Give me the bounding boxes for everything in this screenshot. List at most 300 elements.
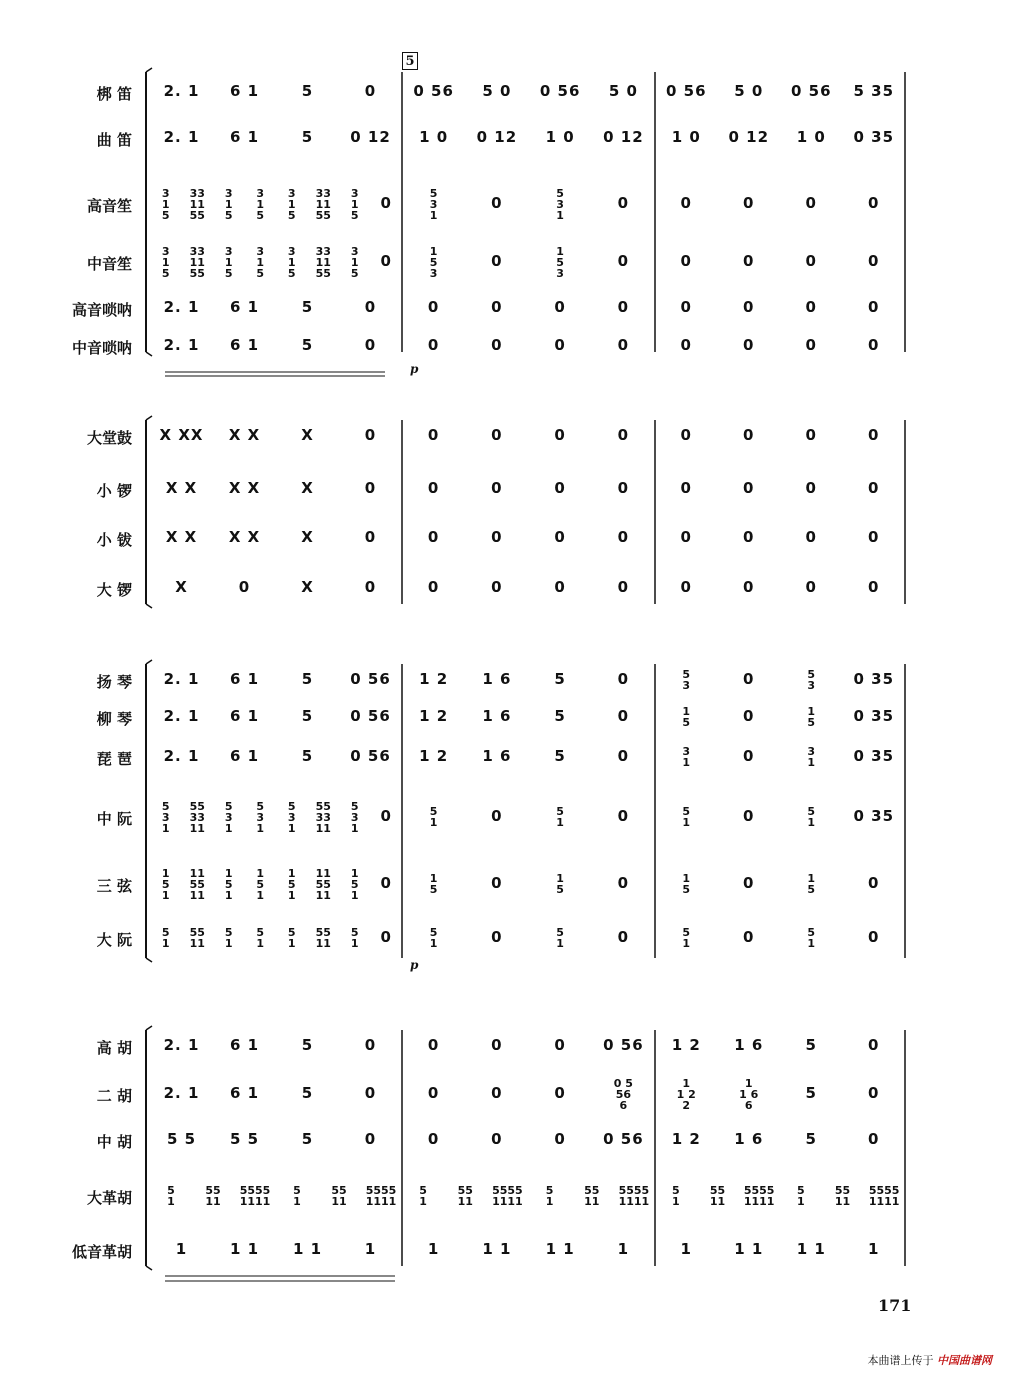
chord-cell: 3 1 5	[224, 244, 233, 280]
group-bracket-bottom	[146, 958, 152, 962]
group-bracket-top	[146, 416, 152, 420]
instrument-label: 大堂鼓	[86, 429, 132, 447]
note-cell: 0	[805, 336, 817, 354]
note-cell: 5 0	[734, 82, 764, 100]
note-cell: 0	[491, 1084, 503, 1102]
chord-cell: 5 3 1	[256, 799, 265, 835]
chord-cell: 55 11	[709, 1184, 726, 1208]
note-cell: 0	[743, 426, 755, 444]
note-cell: 1 1	[482, 1240, 512, 1258]
note-cell: 0 56	[790, 82, 832, 100]
note-cell: 0 56	[603, 1036, 644, 1054]
note-cell: 6 1	[229, 1084, 260, 1102]
note-cell: 0	[364, 1084, 377, 1102]
note-cell: 0	[364, 336, 377, 354]
note-cell: 0 35	[853, 670, 895, 688]
chord-cell: 1 1 2 2	[676, 1076, 696, 1112]
note-cell: 1 6	[482, 707, 512, 725]
chord-cell: 55 11	[189, 926, 205, 950]
note-cell: 0	[554, 426, 566, 444]
note-cell: 0	[805, 194, 817, 212]
note-cell: 0	[680, 252, 692, 270]
note-cell: 0 12	[476, 128, 518, 146]
chord-cell: 33 11 55	[315, 244, 331, 280]
chord-cell: 55 11	[584, 1184, 600, 1208]
note-cell: 0	[805, 298, 817, 316]
note-cell: 2. 1	[163, 670, 200, 688]
note-cell: 5	[301, 336, 314, 354]
chord-cell: 3 1 5	[224, 186, 233, 222]
note-cell: 0	[427, 1036, 440, 1054]
note-cell: 0	[743, 252, 755, 270]
group-bracket-bottom	[146, 604, 152, 608]
chord-cell: 5 3 1	[287, 799, 296, 835]
note-cell: 0	[743, 874, 755, 892]
note-cell: 0	[868, 928, 880, 946]
note-cell: 0	[554, 298, 566, 316]
note-cell: 1 6	[482, 670, 512, 688]
group-bracket-top	[146, 1026, 152, 1030]
chord-cell: 5 1	[167, 1184, 175, 1208]
note-cell: 0	[868, 252, 880, 270]
note-cell: 1 2	[671, 1130, 701, 1148]
chord-cell: 55 33 11	[315, 799, 331, 835]
chord-cell: 55 11	[331, 1184, 347, 1208]
note-cell: 0	[743, 670, 755, 688]
chord-cell: 3 1 5	[287, 244, 296, 280]
note-cell: 0 56	[603, 1130, 644, 1148]
note-cell: 5	[301, 670, 314, 688]
chord-cell: 5 1	[797, 1184, 805, 1208]
note-cell: 5	[301, 1036, 314, 1054]
instrument-label: 高 胡	[96, 1039, 132, 1057]
instrument-label: 高音唢呐	[71, 301, 132, 319]
note-cell: 0	[491, 928, 503, 946]
note-cell: 2. 1	[163, 747, 200, 765]
note-cell: 0	[805, 252, 817, 270]
note-cell: 0	[554, 1130, 566, 1148]
chord-cell: 3 1 5	[161, 244, 170, 280]
instrument-label: 柳 琴	[96, 710, 132, 728]
note-cell: 1	[175, 1240, 188, 1258]
note-cell: 0	[491, 298, 503, 316]
note-cell: 2. 1	[163, 82, 200, 100]
note-cell: 0	[805, 426, 817, 444]
note-cell: 0	[364, 528, 377, 546]
page-number: 171	[878, 1296, 912, 1315]
note-cell: 1	[364, 1240, 377, 1258]
note-cell: 0 12	[728, 128, 770, 146]
group-bracket-top	[146, 68, 152, 72]
note-cell: 5	[805, 1036, 817, 1054]
note-cell: 0	[554, 1036, 566, 1054]
note-cell: 5 35	[853, 82, 895, 100]
note-cell: 0	[680, 528, 692, 546]
chord-cell: 1 5 3	[429, 244, 438, 280]
note-cell: 1 1	[796, 1240, 826, 1258]
chord-cell: 5555 1111	[239, 1184, 271, 1208]
chord-cell: 5 3 1	[556, 186, 564, 222]
chord-cell: 5 3	[807, 668, 816, 692]
note-cell: 1 2	[419, 707, 449, 725]
note-cell: 1 0	[545, 128, 575, 146]
note-cell: 0	[743, 578, 755, 596]
note-cell: 0 56	[539, 82, 581, 100]
instrument-label: 小 钹	[96, 531, 132, 549]
note-cell: 0	[380, 874, 392, 892]
instrument-label: 梆 笛	[96, 85, 132, 103]
note-cell: X	[175, 578, 188, 596]
note-cell: 0	[554, 479, 566, 497]
note-cell: 5	[301, 1084, 314, 1102]
note-cell: 1 2	[671, 1036, 701, 1054]
note-cell: 0 35	[853, 707, 895, 725]
note-cell: 0	[364, 426, 377, 444]
note-cell: 0	[680, 298, 692, 316]
note-cell: 0	[380, 252, 392, 270]
note-cell: 0	[680, 479, 692, 497]
note-cell: 0 56	[413, 82, 454, 100]
chord-cell: 11 55 11	[315, 866, 331, 902]
note-cell: 6 1	[229, 82, 260, 100]
note-cell: 5	[301, 128, 314, 146]
note-cell: 6 1	[229, 336, 260, 354]
note-cell: 0	[805, 578, 817, 596]
note-cell: 0 56	[350, 670, 391, 688]
note-cell: 1 2	[419, 747, 449, 765]
chord-cell: 5 1	[682, 805, 691, 829]
note-cell: 0	[491, 1130, 503, 1148]
note-cell: 0	[617, 807, 630, 825]
note-cell: 2. 1	[163, 707, 200, 725]
chord-cell: 3 1 5	[256, 244, 265, 280]
note-cell: 0	[617, 747, 630, 765]
note-cell: 0	[743, 479, 755, 497]
note-cell: 0	[554, 1084, 566, 1102]
note-cell: 5 0	[608, 82, 638, 100]
note-cell: 1 6	[482, 747, 512, 765]
chord-cell: 5 1	[556, 926, 564, 950]
note-cell: 0	[364, 1130, 377, 1148]
note-cell: 6 1	[229, 1036, 260, 1054]
note-cell: 0	[868, 479, 880, 497]
note-cell: 0	[491, 874, 503, 892]
note-cell: 0	[805, 479, 817, 497]
note-cell: 0 12	[603, 128, 644, 146]
note-cell: 5 5	[166, 1130, 197, 1148]
instrument-label: 扬 琴	[96, 673, 132, 691]
note-cell: 5	[301, 747, 314, 765]
note-cell: 0	[868, 1130, 880, 1148]
note-cell: 0	[364, 1036, 377, 1054]
chord-cell: 5 1	[682, 926, 691, 950]
note-cell: 0	[617, 578, 630, 596]
note-cell: 1 0	[671, 128, 701, 146]
note-cell: 0	[743, 336, 755, 354]
chord-cell: 11 55 11	[189, 866, 205, 902]
chord-cell: 5 1	[807, 805, 816, 829]
chord-cell: 1 5 1	[350, 866, 359, 902]
chord-cell: 5 1	[429, 926, 438, 950]
chord-cell: 5555 1111	[743, 1184, 775, 1208]
note-cell: X XX	[159, 426, 204, 444]
chord-cell: 5 1	[293, 1184, 301, 1208]
note-cell: 0	[868, 578, 880, 596]
note-cell: X	[301, 479, 314, 497]
chord-cell: 1 5 1	[161, 866, 170, 902]
instrument-label: 三 弦	[96, 877, 132, 895]
note-cell: X	[301, 426, 314, 444]
note-cell: 5	[805, 1130, 817, 1148]
instrument-label: 二 胡	[96, 1087, 132, 1105]
chord-cell: 5 1	[350, 926, 359, 950]
note-cell: 6 1	[229, 298, 260, 316]
note-cell: 0	[868, 298, 880, 316]
note-cell: 0	[380, 807, 392, 825]
chord-cell: 5 3	[682, 668, 691, 692]
chord-cell: 5555 1111	[365, 1184, 397, 1208]
chord-cell: 5 3 1	[161, 799, 170, 835]
note-cell: 0	[617, 194, 630, 212]
instrument-label: 大 阮	[96, 931, 132, 949]
chord-cell: 3 1	[807, 745, 816, 769]
instrument-label: 低音革胡	[71, 1243, 132, 1261]
note-cell: 0	[743, 194, 755, 212]
note-cell: 0	[680, 194, 692, 212]
note-cell: 0	[617, 426, 630, 444]
instrument-label: 中音笙	[86, 255, 132, 273]
note-cell: 0	[617, 707, 630, 725]
note-cell: 2. 1	[163, 336, 200, 354]
note-cell: 0	[364, 578, 377, 596]
chord-cell: 3 1 5	[256, 186, 265, 222]
note-cell: 0	[868, 426, 880, 444]
note-cell: 1 1	[229, 1240, 260, 1258]
note-cell: 5	[301, 1130, 314, 1148]
note-cell: 0	[491, 528, 503, 546]
note-cell: X X	[165, 528, 198, 546]
note-cell: 0	[617, 874, 630, 892]
chord-cell: 0 5 56 6	[613, 1076, 633, 1112]
chord-cell: 1 5	[807, 705, 816, 729]
note-cell: 0	[491, 426, 503, 444]
note-cell: 1 2	[419, 670, 449, 688]
chord-cell: 5 1	[545, 1184, 554, 1208]
note-cell: 0	[380, 194, 392, 212]
note-cell: 0 56	[665, 82, 707, 100]
note-cell: 1 6	[734, 1036, 764, 1054]
note-cell: 1	[617, 1240, 630, 1258]
note-cell: X X	[228, 528, 261, 546]
chord-cell: 1 5 3	[556, 244, 564, 280]
note-cell: 0	[743, 528, 755, 546]
note-cell: 0	[427, 336, 440, 354]
note-cell: 0	[680, 336, 692, 354]
chord-cell: 3 1	[682, 745, 691, 769]
note-cell: 0 35	[853, 807, 895, 825]
note-cell: 0	[743, 807, 755, 825]
chord-cell: 5555 1111	[868, 1184, 900, 1208]
note-cell: 0 56	[350, 707, 391, 725]
chord-cell: 5 1	[287, 926, 296, 950]
note-cell: 0	[617, 252, 630, 270]
note-cell: 5	[301, 82, 314, 100]
upload-footer	[868, 1352, 993, 1368]
note-cell: 1 1	[545, 1240, 575, 1258]
chord-cell: 1 5 1	[224, 866, 233, 902]
note-cell: 0	[805, 528, 817, 546]
note-cell: 0	[617, 528, 630, 546]
note-cell: 0	[743, 707, 755, 725]
note-cell: 0	[743, 298, 755, 316]
note-cell: 1 6	[734, 1130, 764, 1148]
note-cell: 2. 1	[163, 298, 200, 316]
rehearsal-mark: 5	[402, 52, 418, 70]
note-cell: 6 1	[229, 747, 260, 765]
note-cell: 1	[868, 1240, 880, 1258]
note-cell: 0	[680, 578, 692, 596]
note-cell: 0	[743, 747, 755, 765]
chord-cell: 33 11 55	[315, 186, 331, 222]
chord-cell: 3 1 5	[350, 244, 359, 280]
note-cell: 0	[868, 194, 880, 212]
note-cell: 1	[427, 1240, 440, 1258]
note-cell: 5 0	[482, 82, 512, 100]
instrument-label: 大 锣	[96, 581, 132, 599]
note-cell: X X	[165, 479, 198, 497]
note-cell: 2. 1	[163, 1036, 200, 1054]
note-cell: 5	[805, 1084, 817, 1102]
note-cell: 2. 1	[163, 1084, 200, 1102]
instrument-label: 中 阮	[96, 810, 132, 828]
chord-cell: 55 11	[205, 1184, 221, 1208]
note-cell: 2. 1	[163, 128, 200, 146]
chord-cell: 1 5	[682, 872, 691, 896]
note-cell: 0	[554, 528, 566, 546]
chord-cell: 55 33 11	[189, 799, 205, 835]
chord-cell: 1 5 1	[287, 866, 296, 902]
note-cell: 6 1	[229, 670, 260, 688]
chord-cell: 5 1	[429, 805, 438, 829]
note-cell: 0	[868, 336, 880, 354]
note-cell: 0	[427, 298, 440, 316]
note-cell: 0	[427, 1084, 440, 1102]
note-cell: 0	[427, 426, 440, 444]
note-cell: 0	[491, 807, 503, 825]
group-bracket-bottom	[146, 352, 152, 356]
note-cell: 0	[617, 928, 630, 946]
note-cell: 5 5	[229, 1130, 260, 1148]
chord-cell: 3 1 5	[350, 186, 359, 222]
chord-cell: 5 3 1	[350, 799, 359, 835]
note-cell: 0	[743, 928, 755, 946]
chord-cell: 1 5 1	[256, 866, 265, 902]
note-cell: 0	[427, 1130, 440, 1148]
instrument-label: 中音唢呐	[71, 339, 132, 357]
chord-cell: 1 5	[807, 872, 816, 896]
chord-cell: 33 11 55	[189, 186, 205, 222]
note-cell: 0	[554, 578, 566, 596]
note-cell: 5	[301, 707, 314, 725]
note-cell: 0 35	[853, 747, 895, 765]
dynamic-mark-winds: p	[410, 362, 419, 376]
site-logo-text: 中国曲谱网	[937, 1354, 992, 1367]
instrument-label: 曲 笛	[96, 131, 132, 149]
note-cell: X	[301, 528, 314, 546]
instrument-label: 大革胡	[86, 1189, 132, 1207]
note-cell: 6 1	[229, 707, 260, 725]
chord-cell: 1 5	[556, 872, 564, 896]
chord-cell: 5 1	[672, 1184, 680, 1208]
note-cell: 0	[364, 82, 377, 100]
chord-cell: 1 5	[429, 872, 438, 896]
note-cell: 0	[364, 479, 377, 497]
note-cell: 5	[301, 298, 314, 316]
note-cell: 0	[427, 578, 440, 596]
note-cell: 0 12	[350, 128, 391, 146]
note-cell: 0	[617, 298, 630, 316]
note-cell: 0 56	[350, 747, 391, 765]
note-cell: 0	[868, 1036, 880, 1054]
note-cell: 0	[491, 1036, 503, 1054]
note-cell: 0	[491, 252, 503, 270]
chord-cell: 5 3 1	[224, 799, 233, 835]
note-cell: 0	[868, 1084, 880, 1102]
chord-cell: 5555 1111	[618, 1184, 650, 1208]
note-cell: 0	[427, 528, 440, 546]
note-cell: 5	[554, 670, 566, 688]
note-cell: X X	[228, 426, 261, 444]
group-bracket-bottom	[146, 1266, 152, 1270]
chord-cell: 5 1	[556, 805, 564, 829]
note-cell: 0	[868, 528, 880, 546]
note-cell: X X	[228, 479, 261, 497]
note-cell: 1	[680, 1240, 692, 1258]
note-cell: 0	[617, 336, 630, 354]
note-cell: 0	[380, 928, 392, 946]
note-cell: 0	[491, 194, 503, 212]
note-cell: 0 35	[853, 128, 895, 146]
instrument-label: 小 锣	[96, 482, 132, 500]
note-cell: 0	[491, 336, 503, 354]
note-cell: 0	[680, 426, 692, 444]
note-cell: 1 0	[419, 128, 449, 146]
chord-cell: 5 1	[807, 926, 816, 950]
chord-cell: 5 1	[224, 926, 233, 950]
chord-cell: 55 11	[834, 1184, 851, 1208]
note-cell: 0	[491, 479, 503, 497]
chord-cell: 5555 1111	[492, 1184, 523, 1208]
note-cell: 0	[554, 336, 566, 354]
note-cell: 0	[868, 874, 880, 892]
instrument-label: 琵 琶	[96, 750, 132, 768]
chord-cell: 1 5	[682, 705, 691, 729]
note-cell: 0	[364, 298, 377, 316]
note-cell: 5	[554, 707, 566, 725]
note-cell: 1 0	[796, 128, 826, 146]
chord-cell: 5 1	[419, 1184, 427, 1208]
chord-cell: 5 1	[161, 926, 170, 950]
group-bracket-top	[146, 660, 152, 664]
note-cell: 0	[427, 479, 440, 497]
note-cell: 1 1	[734, 1240, 764, 1258]
chord-cell: 55 11	[457, 1184, 473, 1208]
note-cell: 1 1	[292, 1240, 323, 1258]
note-cell: 0	[491, 578, 503, 596]
note-cell: X	[301, 578, 314, 596]
chord-cell: 1 1 6 6	[739, 1076, 759, 1112]
chord-cell: 3 1 5	[287, 186, 296, 222]
